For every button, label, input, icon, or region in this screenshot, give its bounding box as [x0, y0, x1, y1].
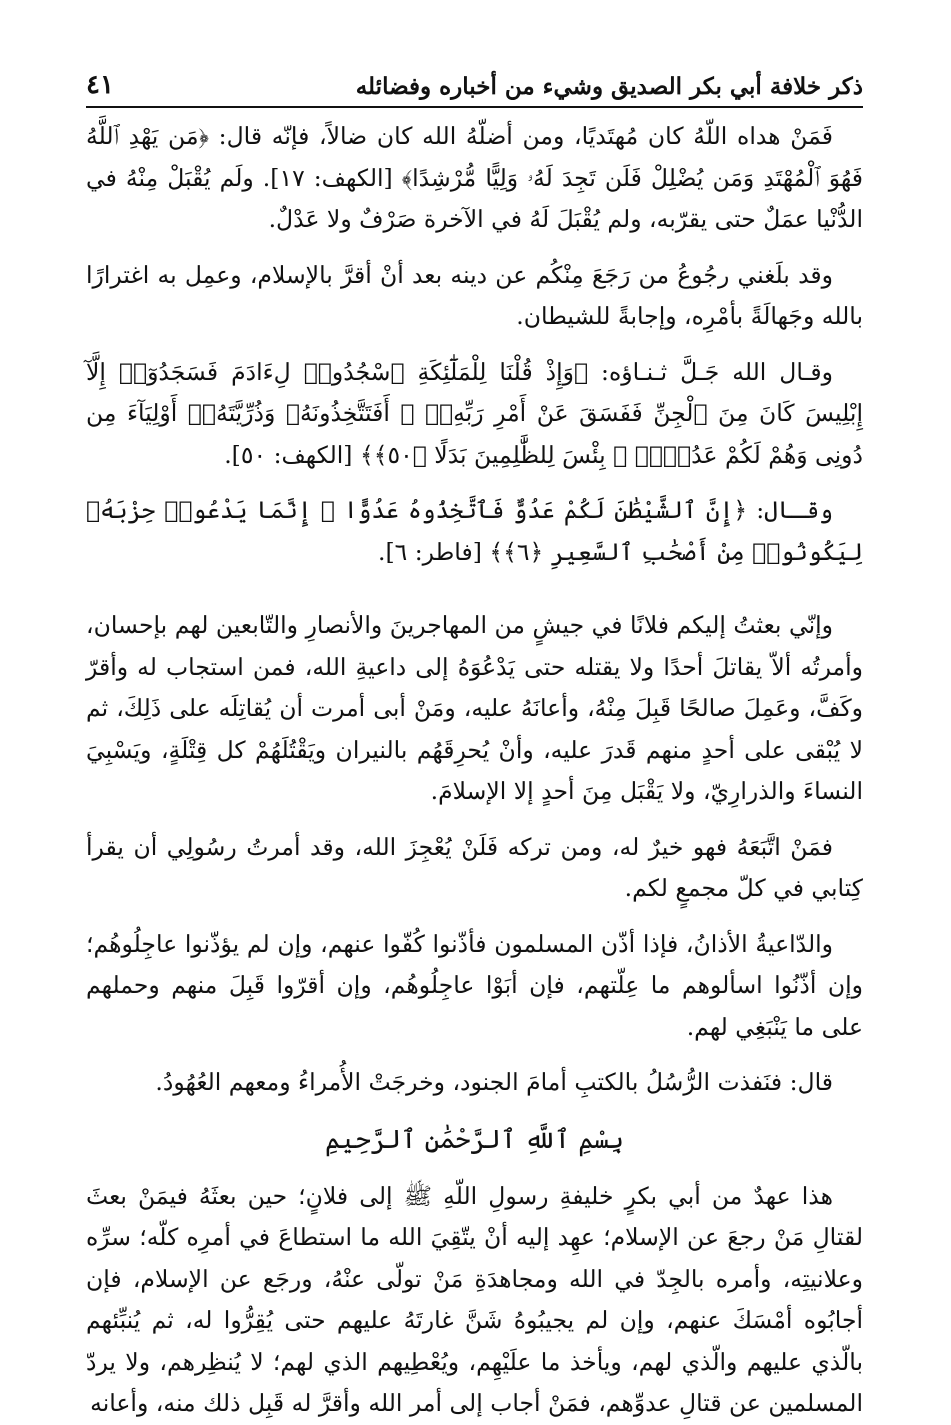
- page-number: ٤١: [86, 70, 114, 100]
- paragraph-7: والدّاعيةُ الأذانُ، فإذا أذّن المسلمون فأذّنوا كُفّوا عنهم، وإن لم يؤذّنوا عاجِلُوهُم؛ وإن أذّنُوا اسألوهم ما عِلّتهم، فإن أبَوْا عاجِلُوهُم، وإن أقرّوا قَبِلَ منهم وحملهم على ما يَنْبَغِي لهم.: [86, 929, 863, 1041]
- paragraph-5: وإنّي بعثتُ إليكم فلانًا في جيشٍ من المهاجرينَ والأنصارِ والتّابعين لهم بإحسان، وأمرتُه ألاّ يقاتلَ أحدًا ولا يقتله حتى يَدْعُوَهُ إلى داعيةِ الله، فمن استجاب له وأقرّ وكَفَّ، وعَمِلَ صالحًا قَبِلَ مِنْهُ، وأعانَهُ عليه، ومَنْ أبى أمرت أن يُقاتِلَه على ذَلِكَ، ثم لا يُبْقى على أحدٍ منهم قَدرَ عليه، وأنْ يُحرِقَهُم بالنيران ويَقْتُلَهُمْ كل قِتْلَةٍ، ويَسْبِيَ النساءَ والذرارِيّ، ولا يَقْبَل مِنَ أحدٍ إلا الإسلامَ.: [86, 611, 863, 805]
- paragraph-1: فَمَنْ هداه اللّهُ كان مُهتَديًا، ومن أضلّهُ الله كان ضالاً، فإنّه قال: ﴿مَن يَهْدِ ٱللَّهُ فَهُوَ ٱلْمُهْتَدِ وَمَن يُضْلِلْ فَلَن تَجِدَ لَهُۥ وَلِيًّا مُّرْشِدًا﴾ [الكهف: ١٧]. ولَم يُقْبَلْ مِنْهُ في الدُّنْيا عمَلٌ حتى يقرّبه، ولم يُقْبَلَ لَهُ في الآخرة صَرْفٌ ولا عَدْلٌ.: [86, 122, 863, 233]
- running-title: ذكر خلافة أبي بكر الصديق وشيء من أخباره وفضائله: [355, 73, 863, 100]
- running-header: [86, 60, 863, 108]
- paragraph-4: وقـال: ﴿إِنَّ ٱلشَّيْطَٰنَ لَكُمْ عَدُوٌّ فَٱتَّخِذُوهُ عَدُوًّا ۚ إِنَّمَا يَدْعُوا۟ حِزْبَهُۥ لِيَكُونُوا۟ مِنْ أَصْحَٰبِ ٱلسَّعِيرِ ﴿٦﴾﴾ [فاطر: ٦].: [86, 496, 863, 566]
- paragraph-3: وقـال الله جَـلَّ ثـنـاؤه: ﴿وَإِذْ قُلْنَا لِلْمَلَٰٓئِكَةِ ٱسْجُدُوا۟ لِءَادَمَ فَسَجَدُوٓا۟ إِلَّآ إِبْلِيسَ كَانَ مِنَ ٱلْجِنِّ فَفَسَقَ عَنْ أَمْرِ رَبِّهِۦٓ ۗ أَفَتَتَّخِذُونَهُۥ وَذُرِّيَّتَهُۥٓ أَوْلِيَآءَ مِن دُونِى وَهُمْ لَكُمْ عَدُوٌّۢ ۚ بِئْسَ لِلظَّٰلِمِينَ بَدَلًا ﴿٥٠﴾﴾ [الكهف: ٥٠].: [86, 357, 863, 469]
- page-body: [86, 108, 863, 1425]
- paragraph-8: قال: فنَفذت الرُّسُلُ بالكتبِ أمامَ الجنود، وخرجَتْ الأُمراءُ ومعهم العُهُودُ.: [155, 1068, 833, 1096]
- section-break: [86, 587, 863, 605]
- paragraph-2: وقد بلَغني رجُوعُ من رَجَعَ مِنْكُم عن دينه بعد أنْ أقرَّ بالإسلام، وعمِل به اغترارًا بالله وجَهالَةً بأمْرِه، وإجابةً للشيطان.: [86, 260, 863, 330]
- paragraph-6: فمَنْ اتَّبَعَهُ فهو خيرٌ له، ومن تركه فَلَنْ يُعْجِزَ الله، وقد أمرتُ رسُولِي أن يقرأ كِتابي في كلّ مجمعٍ لكم.: [86, 832, 863, 902]
- basmala: بِسْمِ ٱللَّهِ ٱلرَّحْمَٰنِ ٱلرَّحِيمِ: [324, 1124, 624, 1155]
- paragraph-9: هذا عهدٌ من أبي بكرٍ خليفةِ رسولِ اللّهِ ﷺ إلى فلانٍ؛ حين بعثَهُ فيمَنْ بعثَ لقتالِ مَنْ رجعَ عن الإسلام؛ عهِد إليه أنْ يتّقِيَ الله ما استطاعَ في أمرِه كلّه؛ سرِّه وعلانيتِه، وأمره بالجِدّ في الله ومجاهدَةِ مَنْ تولّى عنْهُ، ورجَع عن الإسلام، فإن أجابُوه أمْسَكَ عنهم، وإن لم يجيبُوهُ شَنَّ غارتَهُ عليهم حتى يُقِرُّوا له، ثم يُنبِّئهم بالّذي عليهم والّذي لهم، ويأخذ ما علَيْهِم، ويُعْطِيهم الذي لهم؛ لا يُنظِرهم، ولا يردّ المسلمين عن قتالِ عدوِّهم، فمَنْ أجاب إلى أمر الله وأقرَّ له قَبِل ذلك منه، وأعانه: [86, 1181, 863, 1417]
